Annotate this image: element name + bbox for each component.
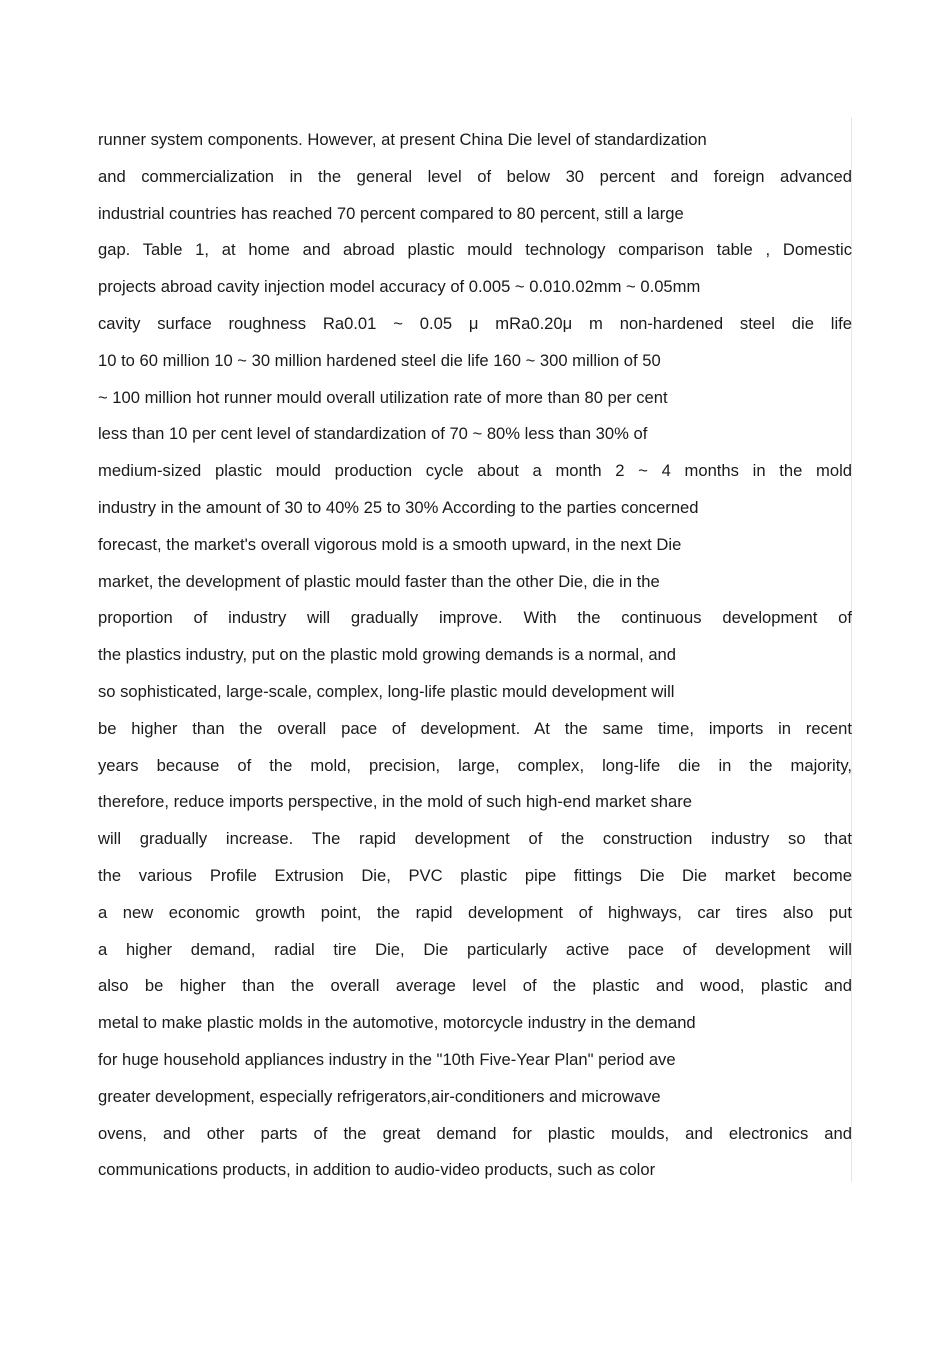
- text-line: gap. Table 1, at home and abroad plastic mould technology comparison table , Domestic: [98, 240, 852, 260]
- text-line: industrial countries has reached 70 percent compared to 80 percent, still a large: [98, 203, 684, 223]
- text-line: cavity surface roughness Ra0.01 ~ 0.05 μ mRa0.20μ m non-hardened steel die life: [98, 313, 852, 333]
- text-line: communications products, in addition to audio-video products, such as color: [98, 1160, 656, 1180]
- text-line: greater development, especially refrigerators,air-conditioners and microwave: [98, 1086, 661, 1106]
- text-line: also be higher than the overall average level of the plastic and wood, plastic and: [98, 976, 852, 996]
- text-line: projects abroad cavity injection model accuracy of 0.005 ~ 0.010.02mm ~ 0.05mm: [98, 277, 701, 297]
- text-line: medium-sized plastic mould production cycle about a month 2 ~ 4 months in the mold: [98, 461, 852, 481]
- text-line: will gradually increase. The rapid development of the construction industry so that: [98, 829, 852, 849]
- text-line: a new economic growth point, the rapid development of highways, car tires also put: [98, 902, 852, 922]
- text-line: years because of the mold, precision, large, complex, long-life die in the majority,: [98, 755, 852, 775]
- body-text: [98, 122, 858, 1189]
- text-line: industry in the amount of 30 to 40% 25 to 30% According to the parties concerned: [98, 497, 699, 517]
- text-line: proportion of industry will gradually improve. With the continuous development of: [98, 608, 852, 628]
- text-line: market, the development of plastic mould faster than the other Die, die in the: [98, 571, 660, 591]
- text-line: so sophisticated, large-scale, complex, long-life plastic mould development will: [98, 681, 675, 701]
- text-line: metal to make plastic molds in the automotive, motorcycle industry in the demand: [98, 1013, 696, 1033]
- text-line: the plastics industry, put on the plastic mold growing demands is a normal, and: [98, 645, 677, 665]
- text-line: forecast, the market's overall vigorous mold is a smooth upward, in the next Die: [98, 534, 682, 554]
- text-line: less than 10 per cent level of standardization of 70 ~ 80% less than 30% of: [98, 424, 648, 444]
- text-line: and commercialization in the general level of below 30 percent and foreign advanced: [98, 166, 852, 186]
- text-line: a higher demand, radial tire Die, Die particularly active pace of development will: [98, 939, 852, 959]
- text-line: ~ 100 million hot runner mould overall utilization rate of more than 80 per cent: [98, 387, 668, 407]
- text-line: for huge household appliances industry in the "10th Five-Year Plan" period ave: [98, 1049, 676, 1069]
- text-line: runner system components. However, at present China Die level of standardization: [98, 130, 707, 149]
- text-line: 10 to 60 million 10 ~ 30 million hardened steel die life 160 ~ 300 million of 50: [98, 350, 661, 370]
- text-line: therefore, reduce imports perspective, in the mold of such high-end market share: [98, 792, 692, 812]
- text-line: ovens, and other parts of the great demand for plastic moulds, and electronics and: [98, 1123, 852, 1143]
- text-line: the various Profile Extrusion Die, PVC plastic pipe fittings Die Die market become: [98, 865, 852, 885]
- text-line: be higher than the overall pace of development. At the same time, imports in recent: [98, 718, 852, 738]
